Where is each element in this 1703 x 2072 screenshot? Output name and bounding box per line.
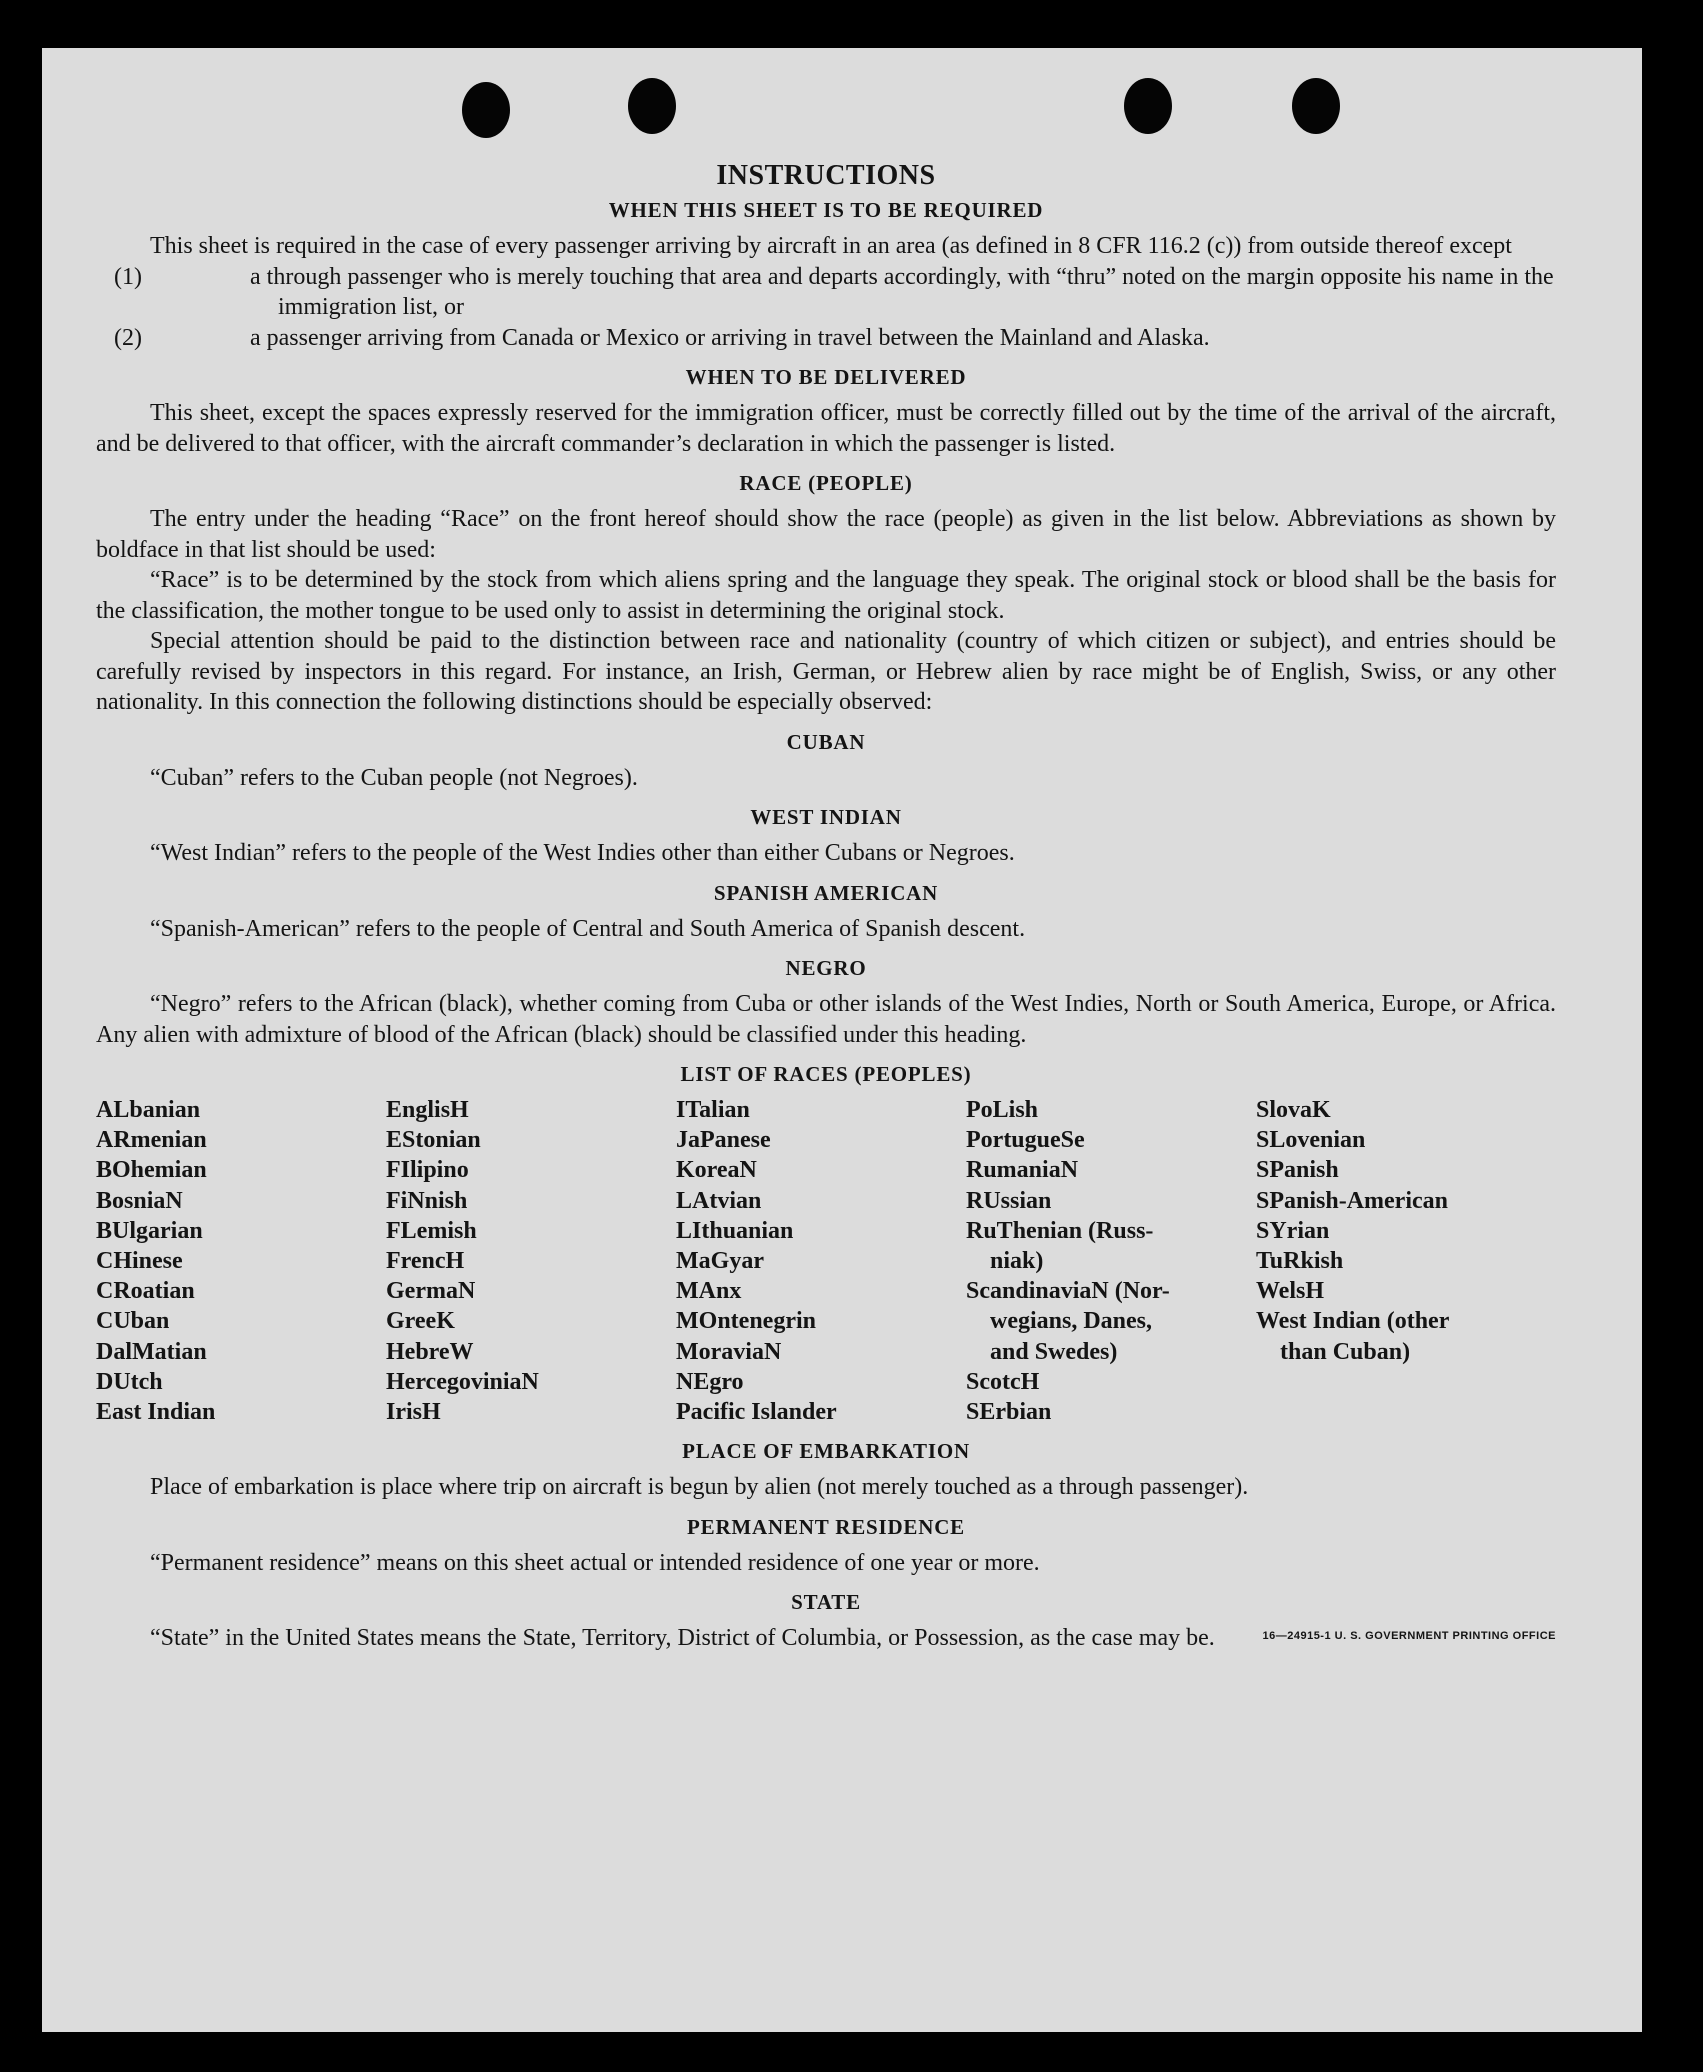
- race-entry: than Cuban): [1280, 1338, 1411, 1365]
- race-entry: RUssian: [966, 1187, 1052, 1214]
- race-entry: LIthuanian: [676, 1217, 794, 1244]
- race-entry: FiNnish: [386, 1187, 468, 1214]
- race-entry: IrisH: [386, 1399, 441, 1426]
- residence-text: “Permanent residence” means on this sheet actual or intended residence of one year or more.: [150, 1549, 1040, 1576]
- race-entry: EnglisH: [386, 1097, 469, 1123]
- race-entry: FLemish: [386, 1217, 477, 1244]
- race-entry: WelsH: [1256, 1278, 1325, 1305]
- printer-id: 16—24915-1 U. S. GOVERNMENT PRINTING OFFICE: [1262, 1629, 1556, 1642]
- race-entry: ScandinaviaN (Nor-: [966, 1278, 1170, 1305]
- race-column: [96, 1095, 386, 1427]
- race-entry: PortugueSe: [966, 1127, 1085, 1154]
- race-entry: BUlgarian: [96, 1217, 203, 1244]
- races-list: [96, 1095, 1556, 1427]
- heading-embarkation: PLACE OF EMBARKATION: [682, 1439, 970, 1464]
- race-entry: West Indian (other: [1256, 1308, 1450, 1335]
- race-entry: CHinese: [96, 1248, 183, 1275]
- race-entry: HercegoviniaN: [386, 1368, 539, 1395]
- race-entry: EStonian: [386, 1127, 481, 1154]
- race-entry: SlovaK: [1256, 1097, 1331, 1123]
- race-paragraph: “Race” is to be determined by the stock from which aliens spring and the language they speak. The original stock or blood shall be the basis for the classification, the mother tongue to be used only to assist in determining the original stock.: [96, 567, 1556, 624]
- exception-item: (1) a through passenger who is merely touching that area and departs accordingly, with “thru” noted on the margin opposite his name in the immigration list, or: [114, 263, 1554, 320]
- heading-required: WHEN THIS SHEET IS TO BE REQUIRED: [608, 198, 1044, 222]
- race-entry: SLovenian: [1256, 1127, 1366, 1154]
- race-entry: KoreaN: [676, 1157, 757, 1184]
- race-entry: BosniaN: [96, 1187, 183, 1214]
- punch-hole: [462, 82, 510, 138]
- race-entry: TuRkish: [1256, 1248, 1344, 1275]
- delivered-text: This sheet, except the spaces expressly reserved for the immigration officer, must be correctly filled out by the time of the arrival of the aircraft, and be delivered to that officer, with the aircraft commander’s declaration in which the passenger is listed.: [96, 400, 1556, 457]
- punch-hole: [1124, 78, 1172, 134]
- race-entry: ScotcH: [966, 1368, 1040, 1395]
- race-entry: LAtvian: [676, 1187, 762, 1214]
- race-entry: ITalian: [676, 1097, 750, 1123]
- race-entry: CRoatian: [96, 1278, 195, 1305]
- punch-hole: [628, 78, 676, 134]
- race-entry: MoraviaN: [676, 1338, 782, 1365]
- race-entry: FIlipino: [386, 1157, 469, 1184]
- race-entry: DUtch: [96, 1368, 163, 1395]
- race-entry: and Swedes): [990, 1338, 1118, 1365]
- race-entry: FrencH: [386, 1248, 465, 1275]
- race-entry: NEgro: [676, 1368, 744, 1395]
- race-entry: DalMatian: [96, 1338, 207, 1365]
- race-entry: BOhemian: [96, 1157, 207, 1184]
- cuban-text: “Cuban” refers to the Cuban people (not Negroes).: [150, 764, 638, 791]
- race-entry: RumaniaN: [966, 1157, 1079, 1184]
- page-title: INSTRUCTIONS: [716, 160, 936, 191]
- race-entry: MOntenegrin: [676, 1308, 816, 1335]
- heading-spanish-american: SPANISH AMERICAN: [713, 880, 939, 905]
- heading-delivered: WHEN TO BE DELIVERED: [685, 365, 967, 389]
- west-indian-text: “West Indian” refers to the people of the West Indies other than either Cubans or Negroes.: [150, 840, 1015, 866]
- race-entry: niak): [990, 1248, 1044, 1275]
- instructions-content: [96, 160, 1556, 1654]
- punch-hole: [1292, 78, 1340, 134]
- negro-text: “Negro” refers to the African (black), whether coming from Cuba or other islands of the West Indies, North or South America, Europe, or Africa. Any alien with admixture of blood of the African (black) should be classified under this heading.: [96, 991, 1556, 1048]
- race-entry: HebreW: [386, 1338, 474, 1365]
- race-paragraph: The entry under the heading “Race” on the front hereof should show the race (people) as given in the list below. Abbreviations as shown by boldface in that list should be used:: [96, 506, 1556, 563]
- race-entry: MaGyar: [676, 1248, 764, 1275]
- race-entry: SPanish: [1256, 1157, 1339, 1184]
- required-text: This sheet is required in the case of every passenger arriving by aircraft in an area (as defined in 8 CFR 116.2 (c)) from outside thereof except: [150, 233, 1512, 259]
- race-entry: RuThenian (Russ-: [966, 1217, 1154, 1244]
- race-entry: East Indian: [96, 1399, 216, 1426]
- race-entry: GreeK: [386, 1308, 455, 1335]
- race-entry: MAnx: [676, 1278, 742, 1305]
- race-entry: SYrian: [1256, 1217, 1330, 1244]
- race-entry: JaPanese: [676, 1127, 771, 1154]
- heading-cuban: CUBAN: [786, 729, 866, 754]
- race-column: [1256, 1095, 1546, 1427]
- heading-west-indian: WEST INDIAN: [750, 805, 902, 829]
- race-entry: SErbian: [966, 1399, 1052, 1426]
- race-entry: GermaN: [386, 1278, 476, 1305]
- race-entry: wegians, Danes,: [990, 1308, 1153, 1335]
- race-entry: ALbanian: [96, 1097, 201, 1123]
- heading-negro: NEGRO: [785, 956, 867, 980]
- heading-residence: PERMANENT RESIDENCE: [687, 1514, 965, 1539]
- heading-race: RACE (PEOPLE): [739, 471, 913, 495]
- race-column: [966, 1095, 1256, 1427]
- document-page: [42, 48, 1642, 2032]
- race-entry: ARmenian: [96, 1127, 207, 1154]
- spanish-american-text: “Spanish-American” refers to the people of Central and South America of Spanish descent.: [150, 915, 1026, 942]
- race-column: [676, 1095, 966, 1427]
- race-entry: SPanish-American: [1256, 1187, 1448, 1214]
- race-column: [386, 1095, 676, 1427]
- embarkation-text: Place of embarkation is place where trip on aircraft is begun by alien (not merely touched as a through passenger).: [150, 1474, 1249, 1501]
- race-entry: PoLish: [966, 1097, 1039, 1123]
- race-entry: Pacific Islander: [676, 1399, 837, 1426]
- state-text: “State” in the United States means the State, Territory, District of Columbia, or Possession, as the case may be.: [150, 1625, 1215, 1652]
- heading-state: STATE: [791, 1590, 861, 1615]
- heading-list-of-races: LIST OF RACES (PEOPLES): [680, 1062, 972, 1086]
- exception-item: (2) a passenger arriving from Canada or Mexico or arriving in travel between the Mainland and Alaska.: [114, 324, 1210, 351]
- race-entry: CUban: [96, 1308, 170, 1335]
- race-paragraph: Special attention should be paid to the distinction between race and nationality (country of which citizen or subject), and entries should be carefully revised by inspectors in this regard. For instance, an Irish, German, or Hebrew alien by race might be of English, Swiss, or any other nationality. In this connection the following distinctions should be especially observed:: [96, 628, 1556, 715]
